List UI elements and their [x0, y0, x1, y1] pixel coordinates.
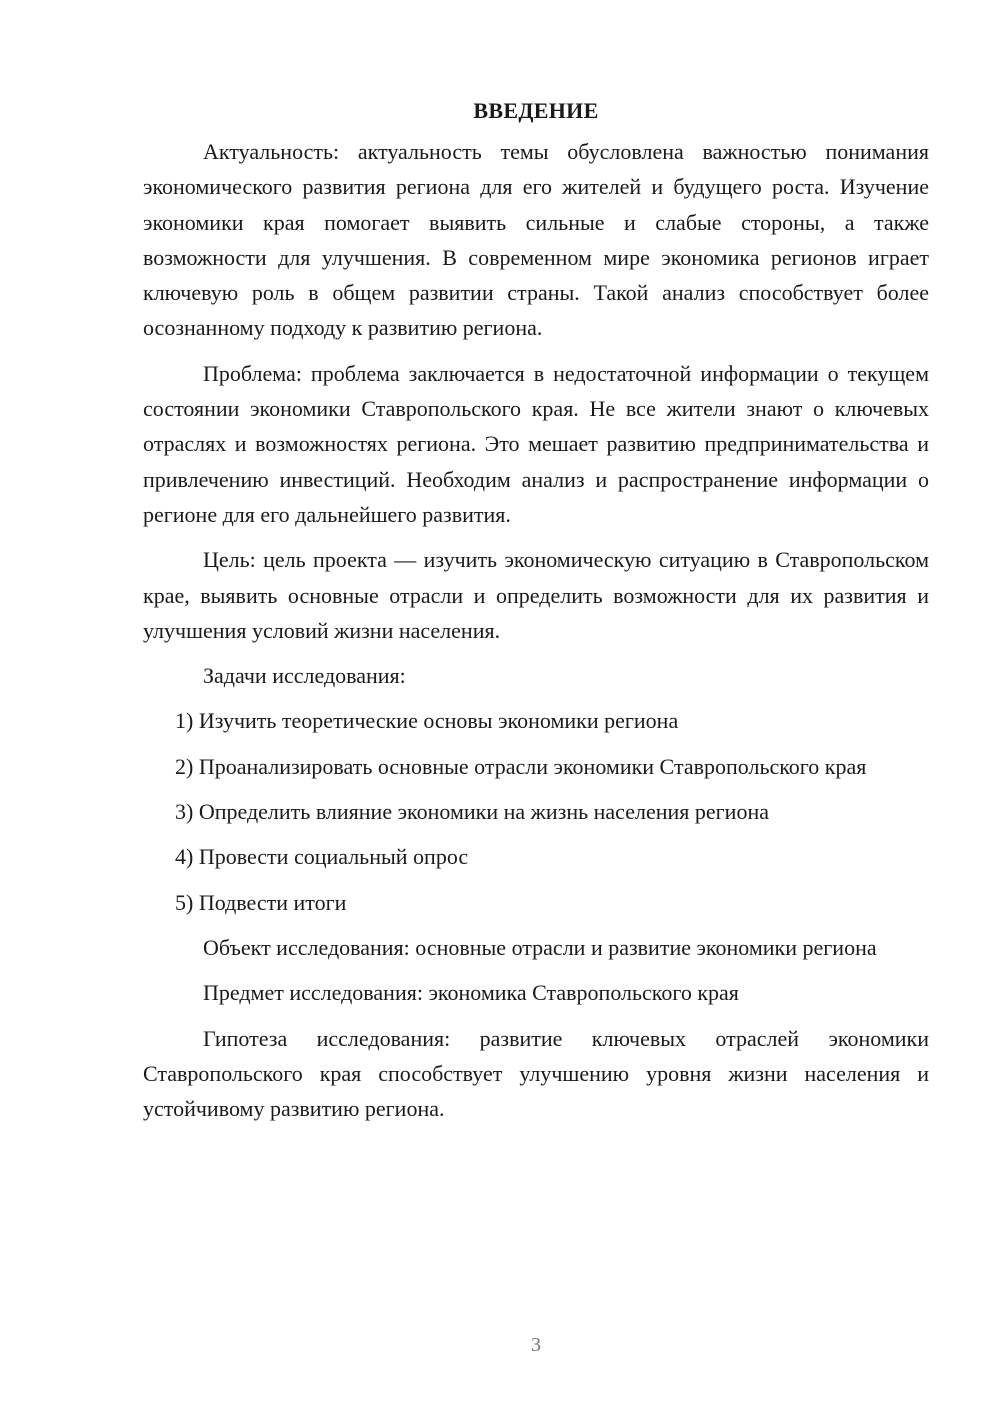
task-item-4: 4) Провести социальный опрос — [175, 844, 469, 870]
tasks-list — [143, 703, 929, 919]
task-item-5: 5) Подвести итоги — [175, 889, 347, 915]
document-body — [143, 94, 929, 1136]
page-number: 3 — [531, 1334, 541, 1356]
goal-paragraph: Цель: цель проекта — изучить экономическую ситуацию в Ставропольском крае, выявить основные отрасли и определить возможности для их развития и улучшения условий жизни населения. — [143, 547, 929, 643]
task-item-1: 1) Изучить теоретические основы экономики региона — [175, 708, 679, 734]
relevance-paragraph: Актуальность: актуальность темы обусловлена важностью понимания экономического развития региона для его жителей и будущего роста. Изучение экономики края помогает выявить сильные и слабые стороны, а также возможности для улучшения. В современном мире экономика регионов играет ключевую роль в общем развитии страны. Такой анализ способствует более осознанному подходу к развитию региона. — [143, 139, 929, 341]
task-item-2: 2) Проанализировать основные отрасли экономики Ставропольского края — [175, 753, 867, 779]
task-item-3: 3) Определить влияние экономики на жизнь населения региона — [175, 799, 769, 825]
page-title: ВВЕДЕНИЕ — [473, 98, 599, 123]
problem-paragraph: Проблема: проблема заключается в недостаточной информации о текущем состоянии экономики Ставропольского края. Не все жители знают о ключевых отраслях и возможностях региона. Это мешает развитию предпринимательства и привлечению инвестиций. Необходим анализ и распространение информации о регионе для его дальнейшего развития. — [143, 360, 929, 527]
tasks-heading: Задачи исследования: — [203, 663, 406, 689]
subject-paragraph: Предмет исследования: экономика Ставропольского края — [203, 980, 739, 1006]
object-paragraph: Объект исследования: основные отрасли и развитие экономики региона — [203, 934, 877, 960]
hypothesis-paragraph: Гипотеза исследования: развитие ключевых отраслей экономики Ставропольского края способствует улучшению уровня жизни населения и устойчивому развитию региона. — [143, 1025, 929, 1122]
